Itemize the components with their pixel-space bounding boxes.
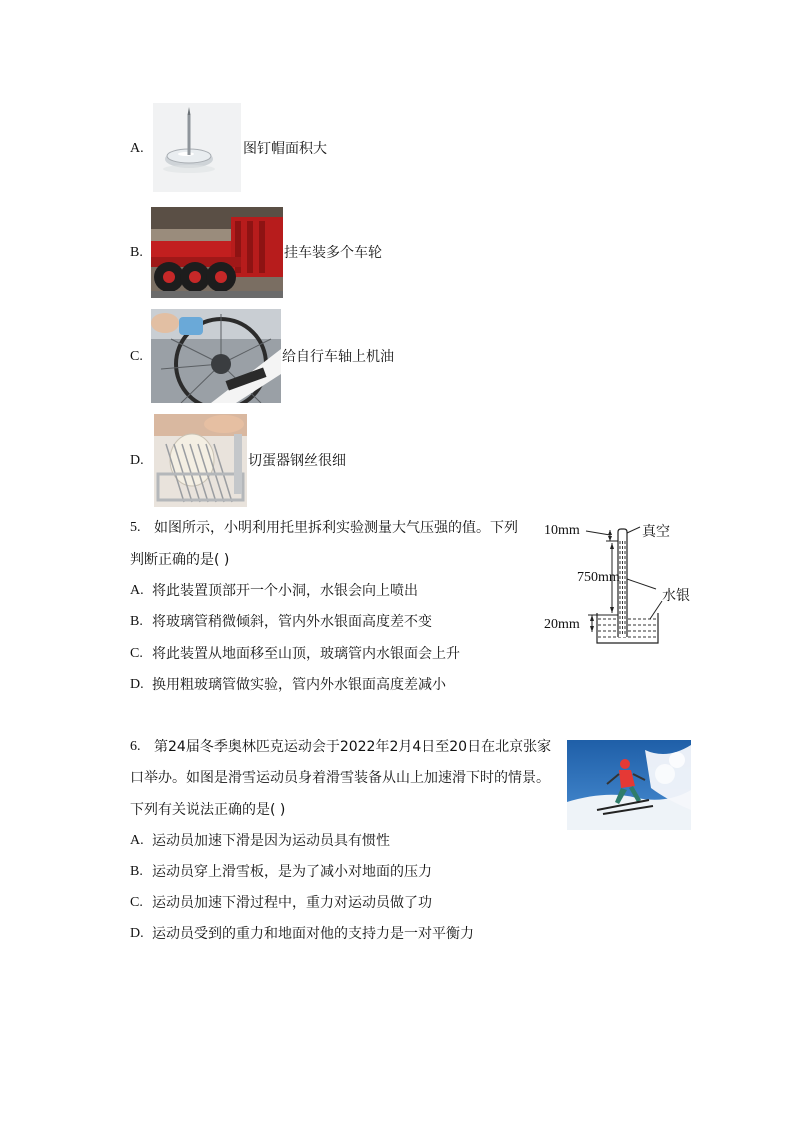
option-text: 将玻璃管稍微倾斜，管内外水银面高度差不变 — [152, 614, 432, 630]
option-letter: B. — [130, 614, 143, 629]
egg-slicer-image — [154, 414, 247, 507]
bicycle-oil-image — [151, 309, 281, 403]
option-text: 运动员穿上滑雪板，是为了减小对地面的压力 — [152, 864, 432, 880]
option-letter: A. — [130, 833, 144, 848]
option-letter: B. — [130, 245, 143, 260]
option-text: 运动员受到的重力和地面对他的支持力是一对平衡力 — [152, 926, 474, 942]
question-number: 5. — [130, 520, 141, 535]
option-text: 挂车装多个车轮 — [284, 245, 382, 261]
option-text: 运动员加速下滑过程中，重力对运动员做了功 — [152, 895, 432, 911]
torricelli-diagram — [540, 515, 700, 650]
skier-image — [567, 740, 691, 830]
option-text: 将此装置从地面移至山顶，玻璃管内水银面会上升 — [152, 646, 460, 662]
option-letter: D. — [130, 453, 144, 468]
question-stem: 下列有关说法正确的是( ) — [130, 802, 286, 818]
option-text: 给自行车轴上机油 — [282, 349, 394, 365]
option-letter: C. — [130, 895, 143, 910]
question-stem: 判断正确的是( ) — [130, 552, 230, 568]
option-letter: A. — [130, 583, 144, 598]
diagram-label-10mm: 10mm — [544, 523, 580, 538]
option-letter: C. — [130, 646, 143, 661]
diagram-label-vacuum: 真空 — [642, 524, 670, 540]
question-stem: 口举办。如图是滑雪运动员身着滑雪装备从山上加速滑下时的情景。 — [130, 770, 550, 786]
option-letter: A. — [130, 141, 144, 156]
diagram-label-750mm: 750mm — [577, 570, 620, 585]
option-text: 图钉帽面积大 — [243, 141, 327, 157]
option-text: 切蛋器钢丝很细 — [248, 453, 346, 469]
trailer-image — [151, 207, 283, 298]
option-text: 运动员加速下滑是因为运动员具有惯性 — [152, 833, 390, 849]
option-text: 换用粗玻璃管做实验，管内外水银面高度差减小 — [152, 677, 446, 693]
pushpin-image — [153, 103, 241, 192]
option-letter: D. — [130, 677, 144, 692]
question-stem: 如图所示，小明利用托里拆利实验测量大气压强的值。下列 — [154, 520, 518, 536]
option-letter: B. — [130, 864, 143, 879]
question-number: 6. — [130, 739, 141, 754]
diagram-label-20mm: 20mm — [544, 617, 580, 632]
diagram-label-mercury: 水银 — [662, 588, 690, 604]
question-stem: 第24届冬季奥林匹克运动会于2022年2月4日至20日在北京张家 — [154, 739, 552, 755]
option-letter: D. — [130, 926, 144, 941]
option-letter: C. — [130, 349, 143, 364]
option-text: 将此装置顶部开一个小洞，水银会向上喷出 — [152, 583, 418, 599]
